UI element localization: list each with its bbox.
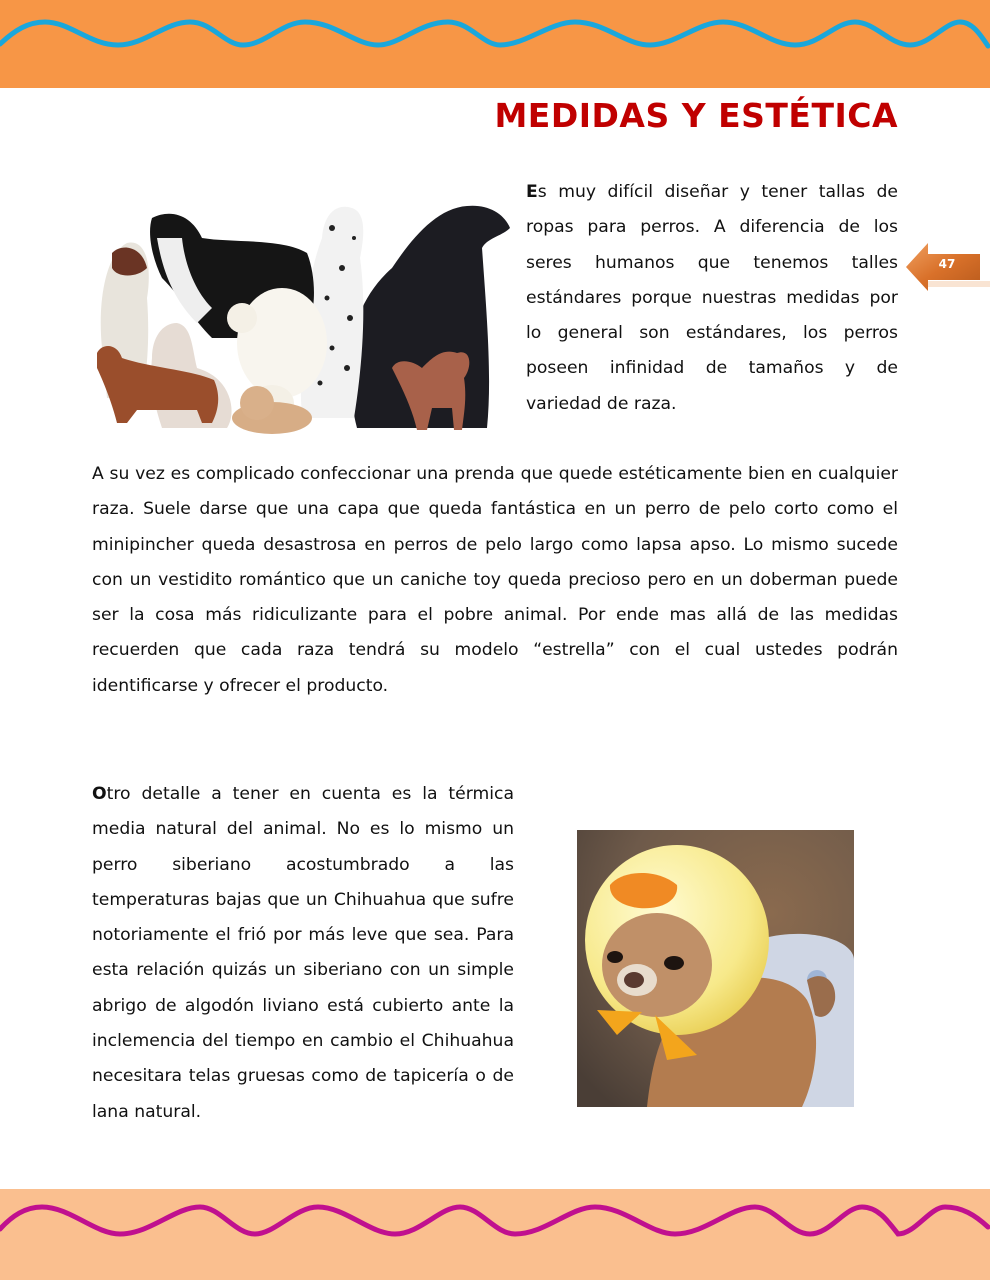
paragraph-intro-text: s muy difícil diseñar y tener tallas de ropas para perros. A diferencia de los seres humanos que tenemos talles estándares porque nuestras medidas por lo general son estándares, los perros poseen infinidad de tamaños y de variedad de raza. [526,182,898,414]
paragraph-aesthetics-text: A su vez es complicado confeccionar una prenda que quede estéticamente bien en cualquier raza. Suele darse que una capa que queda fantástica en un perro de pelo corto como el minipincher queda desastrosa en perros de pelo largo como lapsa apso. Lo mismo sucede con un vestidito romántico que un caniche toy queda precioso pero en un doberman puede ser la cosa más ridiculizante para el pobre animal. Por ende mas allá de las medidas recuerden que cada raza tendrá su modelo “estrella” con el cual ustedes podrán identificarse y ofrecer el producto. [92,464,898,696]
footer-wave-icon [0,1189,990,1280]
paragraph-thermal-text: tro detalle a tener en cuenta es la térmica media natural del animal. No es lo mismo un perro siberiano acostumbrado a las temperaturas bajas que un Chihuahua que sufre notoriamente el frió por más leve que sea. Para esta relación quizás un siberiano con un simple abrigo de algodón liviano está cubierto ante la inclemencia del tiempo en cambio el Chihuahua necesitara telas gruesas como de tapicería o de lana natural. [92,784,514,1122]
dropcap-e: E [526,182,538,202]
page-title: MEDIDAS Y ESTÉTICA [494,96,898,135]
chihuahua-duck-costume-image [577,830,854,1107]
paragraph-aesthetics [92,457,898,704]
paragraph-thermal [92,777,514,1130]
dropcap-o: O [92,784,107,804]
header-band [0,0,990,88]
dogs-group-image [92,198,512,440]
header-wave-icon [0,0,990,88]
paragraph-intro [526,175,898,422]
page-number: 47 [938,257,956,271]
footer-band [0,1189,990,1280]
